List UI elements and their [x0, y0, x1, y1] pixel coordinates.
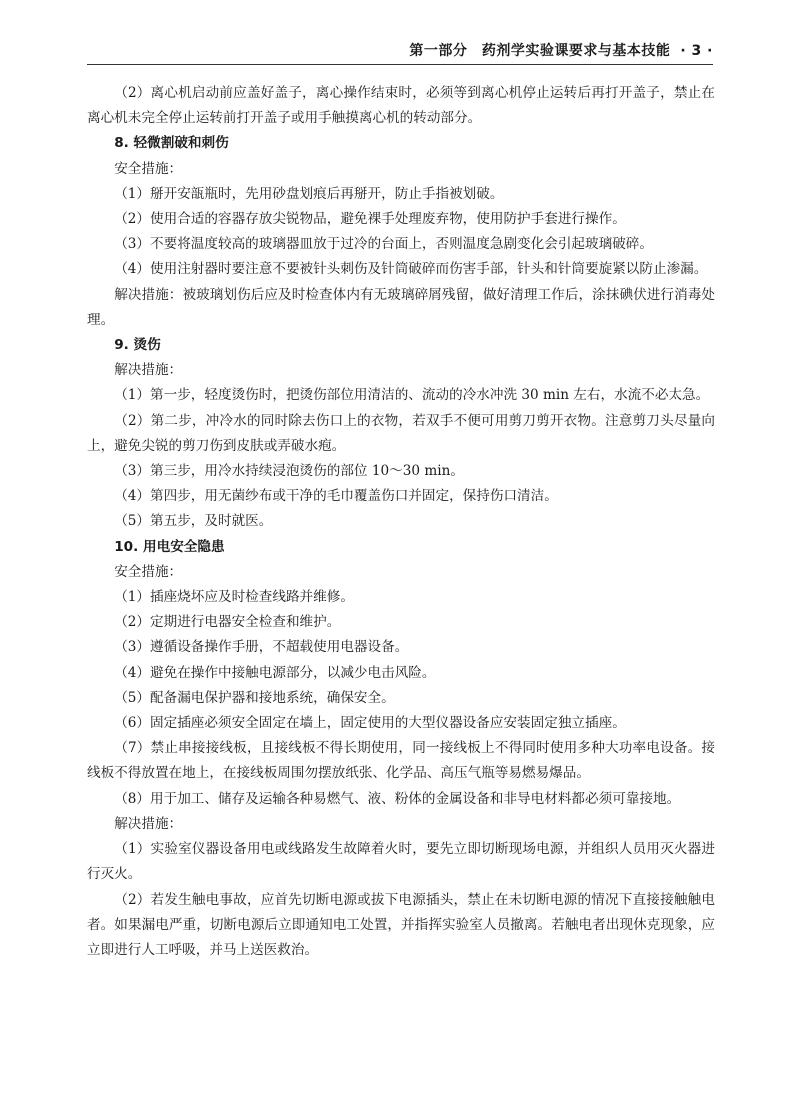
- paragraph: （1）第一步，轻度烫伤时，把烫伤部位用清洁的、流动的冷水冲洗 30 min 左右，水流不必太急。: [114, 387, 710, 404]
- paragraph: （2）第二步，冲冷水的同时除去伤口上的衣物，若双手不便可用剪刀剪开衣物。注意剪刀头尽量向上，避免尖锐的剪刀伤到皮肤或弄破水疱。: [87, 412, 715, 454]
- paragraph: （2）使用合适的容器存放尖锐物品，避免裸手处理废弃物，使用防护手套进行操作。: [114, 211, 626, 228]
- paragraph: （1）实验室仪器设备用电或线路发生故障着火时，要先立即切断现场电源，并组织人员用灭火器进行灭火。: [87, 841, 715, 883]
- paragraph: （3）不要将温度较高的玻璃器皿放于过冷的台面上，否则温度急剧变化会引起玻璃破碎。: [114, 236, 653, 253]
- page-header: [87, 36, 713, 65]
- page-body: [87, 81, 715, 963]
- paragraph: （4）第四步，用无菌纱布或干净的毛巾覆盖伤口并固定，保持伤口清洁。: [114, 488, 558, 505]
- paragraph: （5）第五步，及时就医。: [114, 513, 273, 530]
- page-number: · 3 ·: [680, 43, 713, 59]
- paragraph: 解决措施：: [114, 815, 183, 832]
- paragraph: 安全措施：: [114, 563, 183, 580]
- paragraph: （3）遵循设备操作手册，不超载使用电器设备。: [114, 639, 409, 656]
- paragraph: （2）离心机启动前应盖好盖子，离心操作结束时，必须等到离心机停止运转后再打开盖子，禁止在离心机未完全停止运转前打开盖子或用手触摸离心机的转动部分。: [87, 85, 715, 127]
- paragraph: （5）配备漏电保护器和接地系统，确保安全。: [114, 689, 395, 706]
- paragraph: （7）禁止串接接线板，且接线板不得长期使用，同一接线板上不得同时使用多种大功率电设备。接线板不得放置在地上，在接线板周围勿摆放纸张、化学品、高压气瓶等易燃易爆品。: [87, 740, 715, 782]
- header-title: 第一部分 药剂学实验课要求与基本技能: [409, 43, 671, 59]
- paragraph: 解决措施：被玻璃划伤后应及时检查体内有无玻璃碎屑残留，做好清理工作后，涂抹碘伏进行消毒处理。: [87, 286, 715, 328]
- paragraph: （1）掰开安瓿瓶时，先用砂盘划痕后再掰开，防止手指被划破。: [114, 185, 504, 202]
- paragraph: （4）使用注射器时要注意不要被针头刺伤及针筒破碎而伤害手部，针头和针筒要旋紧以防止渗漏。: [114, 261, 708, 278]
- running-header: [409, 40, 713, 60]
- paragraph: 解决措施：: [114, 362, 183, 379]
- paragraph: （6）固定插座必须安全固定在墙上，固定使用的大型仪器设备应安装固定独立插座。: [114, 715, 626, 732]
- section-heading: 9. 烫伤: [114, 337, 161, 354]
- paragraph: （1）插座烧坏应及时检查线路并维修。: [114, 589, 354, 606]
- paragraph: （4）避免在操作中接触电源部分，以减少电击风险。: [114, 664, 436, 681]
- paragraph: （8）用于加工、储存及运输各种易燃气、液、粉体的金属设备和非导电材料都必须可靠接地。: [114, 790, 681, 807]
- paragraph: （2）定期进行电器安全检查和维护。: [114, 614, 341, 631]
- paragraph: （2）若发生触电事故，应首先切断电源或拔下电源插头，禁止在未切断电源的情况下直接接触触电者。如果漏电严重，切断电源后立即通知电工处置，并指挥实验室人员撤离。若触电者出现休克现象，应立即进行人工呼吸，并马上送医救治。: [87, 891, 715, 958]
- section-heading: 10. 用电安全隐患: [114, 538, 225, 555]
- paragraph: 安全措施：: [114, 160, 183, 177]
- section-heading: 8. 轻微割破和刺伤: [114, 135, 229, 152]
- paragraph: （3）第三步，用冷水持续浸泡烫伤的部位 10～30 min。: [114, 463, 464, 480]
